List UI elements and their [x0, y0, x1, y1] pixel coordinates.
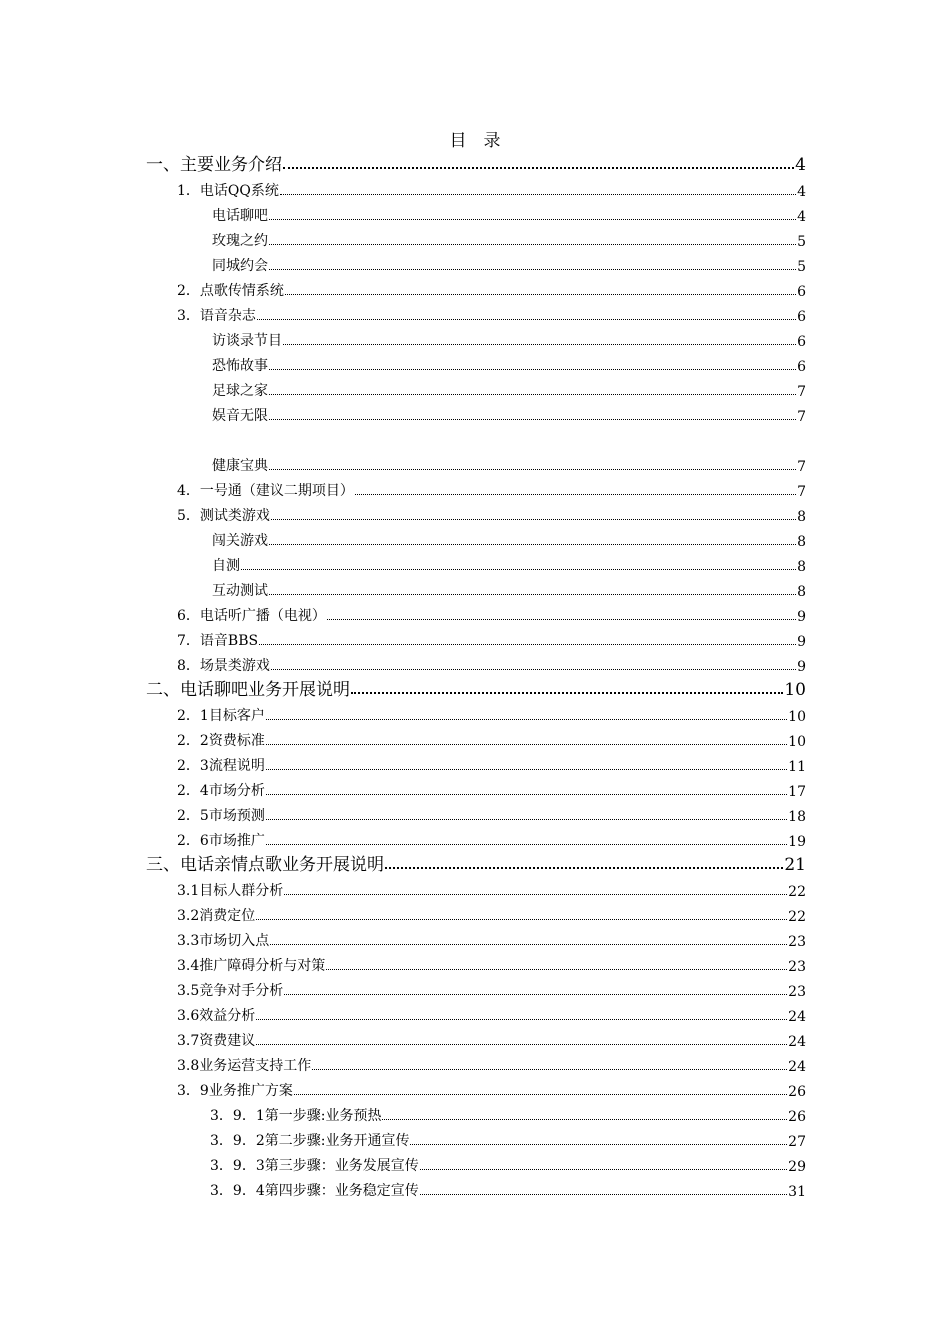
toc-entry-page-number: 26 [788, 1109, 806, 1125]
toc-entry-label: 访谈录节目 [212, 333, 282, 349]
toc-entry-page-number: 8 [797, 559, 806, 575]
toc-entry[interactable] [212, 326, 806, 350]
toc-entry-label: 三、电话亲情点歌业务开展说明 [146, 855, 384, 875]
toc-entry[interactable] [177, 1001, 806, 1025]
toc-entry-label: 2．2资费标准 [177, 733, 265, 749]
toc-entry-label: 自测 [212, 558, 240, 574]
dot-leader [420, 1176, 787, 1200]
toc-entry[interactable] [212, 526, 806, 550]
dot-leader [326, 951, 787, 975]
toc-entry-page-number: 6 [797, 284, 806, 300]
toc-entry-page-number: 22 [788, 884, 806, 900]
dot-leader [271, 501, 796, 525]
toc-entry-page-number: 7 [797, 409, 806, 425]
dot-leader [269, 376, 796, 400]
toc-entry-page-number: 4 [795, 155, 806, 175]
toc-entry-page-number: 9 [797, 659, 806, 675]
dot-leader [256, 1026, 787, 1050]
dot-leader [280, 176, 796, 200]
dot-leader [351, 676, 783, 700]
toc-entry[interactable] [212, 251, 806, 275]
toc-entry[interactable] [177, 751, 806, 775]
toc-entry[interactable] [212, 576, 806, 600]
toc-entry-label: 闯关游戏 [212, 533, 268, 549]
dot-leader [270, 926, 787, 950]
toc-entry-label: 3.8业务运营支持工作 [177, 1058, 312, 1074]
toc-entry-page-number: 21 [784, 855, 806, 875]
toc-entry-label: 3.3市场切入点 [177, 933, 270, 949]
dot-leader [283, 326, 796, 350]
toc-entry-page-number: 23 [788, 959, 806, 975]
toc-entry[interactable] [177, 701, 806, 725]
toc-entry-label: 娱音无限 [212, 408, 268, 424]
toc-entry-page-number: 10 [784, 680, 806, 700]
dot-leader [266, 801, 787, 825]
toc-entry-label: 2．3流程说明 [177, 758, 265, 774]
dot-leader [410, 1126, 787, 1150]
toc-entry[interactable] [210, 1126, 806, 1150]
toc-entry-page-number: 19 [788, 834, 806, 850]
toc-entry-page-number: 26 [788, 1084, 806, 1100]
toc-entry-page-number: 4 [797, 184, 806, 200]
toc-entry[interactable] [177, 1051, 806, 1075]
toc-entry-page-number: 27 [788, 1134, 806, 1150]
toc-entry-label: 3．9．2第二步骤:业务开通宣传 [210, 1133, 410, 1149]
toc-entry[interactable] [212, 226, 806, 250]
toc-entry-page-number: 7 [797, 484, 806, 500]
toc-entry-label: 互动测试 [212, 583, 268, 599]
toc-entry-page-number: 18 [788, 809, 806, 825]
toc-entry[interactable] [177, 801, 806, 825]
toc-entry-page-number: 4 [797, 209, 806, 225]
toc-entry[interactable] [177, 176, 806, 200]
toc-entry-label: 3．9．3第三步骤：业务发展宣传 [210, 1158, 419, 1174]
toc-entry-page-number: 8 [797, 584, 806, 600]
toc-entry-label: 3.4推广障碍分析与对策 [177, 958, 326, 974]
toc-entry[interactable] [146, 851, 806, 875]
dot-leader [266, 726, 787, 750]
toc-entry[interactable] [177, 826, 806, 850]
toc-entry-label: 3．9．4第四步骤：业务稳定宣传 [210, 1183, 419, 1199]
dot-leader [385, 851, 783, 875]
toc-entry[interactable] [212, 201, 806, 225]
dot-leader [284, 876, 787, 900]
dot-leader [241, 551, 796, 575]
toc-entry-label: 恐怖故事 [212, 358, 268, 374]
dot-leader [294, 1076, 787, 1100]
dot-leader [271, 651, 796, 675]
toc-entry[interactable] [177, 776, 806, 800]
dot-leader [269, 401, 796, 425]
dot-leader [269, 201, 796, 225]
toc-entry[interactable] [212, 401, 806, 425]
toc-entry[interactable] [210, 1101, 806, 1125]
toc-entry[interactable] [212, 451, 806, 475]
toc-entry-label: 8．场景类游戏 [177, 658, 270, 674]
toc-entry-page-number: 9 [797, 609, 806, 625]
dot-leader [269, 526, 796, 550]
toc-entry-page-number: 5 [797, 259, 806, 275]
toc-entry-page-number: 24 [788, 1059, 806, 1075]
toc-entry-label: 3.5竞争对手分析 [177, 983, 284, 999]
toc-entry-label: 二、电话聊吧业务开展说明 [146, 680, 350, 700]
toc-entry-label: 6．电话听广播（电视） [177, 608, 326, 624]
toc-entry-label: 玫瑰之约 [212, 233, 268, 249]
dot-leader [259, 626, 796, 650]
toc-entry-page-number: 9 [797, 634, 806, 650]
dot-leader [312, 1051, 787, 1075]
toc-title: 目 录 [449, 131, 501, 151]
dot-leader [257, 301, 796, 325]
toc-entry[interactable] [177, 951, 806, 975]
dot-leader [269, 226, 796, 250]
toc-entry-label: 1．电话QQ系统 [177, 183, 279, 199]
dot-leader [269, 251, 796, 275]
toc-entry-page-number: 10 [788, 734, 806, 750]
toc-entry[interactable] [177, 501, 806, 525]
toc-entry-page-number: 5 [797, 234, 806, 250]
toc-entry-page-number: 24 [788, 1009, 806, 1025]
toc-entry[interactable] [177, 601, 806, 625]
toc-entry[interactable] [177, 1076, 806, 1100]
toc-entry-label: 同城约会 [212, 258, 268, 274]
dot-leader [355, 476, 796, 500]
toc-entry-page-number: 11 [788, 759, 806, 775]
toc-entry-label: 2．4市场分析 [177, 783, 265, 799]
toc-entry[interactable] [212, 376, 806, 400]
dot-leader [256, 1001, 787, 1025]
toc-entry-page-number: 6 [797, 334, 806, 350]
toc-entry-label: 2．6市场推广 [177, 833, 265, 849]
toc-entry-label: 电话聊吧 [212, 208, 268, 224]
toc-entry-label: 足球之家 [212, 383, 268, 399]
toc-entry-label: 5．测试类游戏 [177, 508, 270, 524]
toc-entry-page-number: 8 [797, 509, 806, 525]
toc-entry-label: 7．语音BBS [177, 633, 259, 649]
toc-entry-label: 2．点歌传情系统 [177, 283, 284, 299]
toc-entry-label: 3．9业务推广方案 [177, 1083, 293, 1099]
toc-entry-page-number: 23 [788, 934, 806, 950]
toc-entry-page-number: 17 [788, 784, 806, 800]
dot-leader [285, 276, 796, 300]
toc-entry[interactable] [177, 926, 806, 950]
dot-leader [269, 451, 796, 475]
toc-entry[interactable] [146, 676, 806, 700]
toc-entry-page-number: 6 [797, 359, 806, 375]
toc-entry-label: 3.2消费定位 [177, 908, 256, 924]
toc-entry-page-number: 23 [788, 984, 806, 1000]
toc-entry-label: 一、主要业务介绍 [146, 155, 282, 175]
dot-leader [284, 976, 787, 1000]
dot-leader [266, 826, 787, 850]
dot-leader [266, 776, 787, 800]
toc-entry[interactable] [177, 626, 806, 650]
toc-entry[interactable] [177, 726, 806, 750]
toc-entry-label: 3.1目标人群分析 [177, 883, 284, 899]
toc-entry[interactable] [177, 301, 806, 325]
toc-entry-page-number: 22 [788, 909, 806, 925]
dot-leader [269, 576, 796, 600]
dot-leader [266, 751, 787, 775]
toc-entry-label: 3.6效益分析 [177, 1008, 256, 1024]
toc-entry-page-number: 7 [797, 384, 806, 400]
toc-entry[interactable] [146, 151, 806, 175]
toc-entry-page-number: 31 [788, 1184, 806, 1200]
dot-leader [382, 1101, 787, 1125]
toc-entry-page-number: 29 [788, 1159, 806, 1175]
toc-entry-page-number: 6 [797, 309, 806, 325]
toc-entry-label: 3．语音杂志 [177, 308, 256, 324]
toc-entry-page-number: 10 [788, 709, 806, 725]
toc-entry[interactable] [177, 1026, 806, 1050]
toc-entry[interactable] [212, 351, 806, 375]
toc-entry-label: 2．1目标客户 [177, 708, 265, 724]
toc-entry[interactable] [177, 976, 806, 1000]
toc-entry-label: 健康宝典 [212, 458, 268, 474]
toc-entry[interactable] [177, 901, 806, 925]
dot-leader [269, 351, 796, 375]
toc-entry[interactable] [212, 551, 806, 575]
toc-entry-page-number: 8 [797, 534, 806, 550]
dot-leader [256, 901, 787, 925]
toc-entry-label: 2．5市场预测 [177, 808, 265, 824]
dot-leader [327, 601, 796, 625]
toc-entry-label: 3.7资费建议 [177, 1033, 256, 1049]
toc-entry-label: 4．一号通（建议二期项目） [177, 483, 354, 499]
dot-leader [266, 701, 787, 725]
dot-leader [283, 151, 794, 175]
toc-entry-label: 3．9．1第一步骤:业务预热 [210, 1108, 382, 1124]
toc-entry[interactable] [177, 276, 806, 300]
toc-entry[interactable] [177, 651, 806, 675]
toc-entry[interactable] [177, 876, 806, 900]
toc-entry[interactable] [210, 1176, 806, 1200]
toc-entry-page-number: 7 [797, 459, 806, 475]
dot-leader [420, 1151, 787, 1175]
toc-entry[interactable] [177, 476, 806, 500]
toc-entry-page-number: 24 [788, 1034, 806, 1050]
toc-entry[interactable] [210, 1151, 806, 1175]
